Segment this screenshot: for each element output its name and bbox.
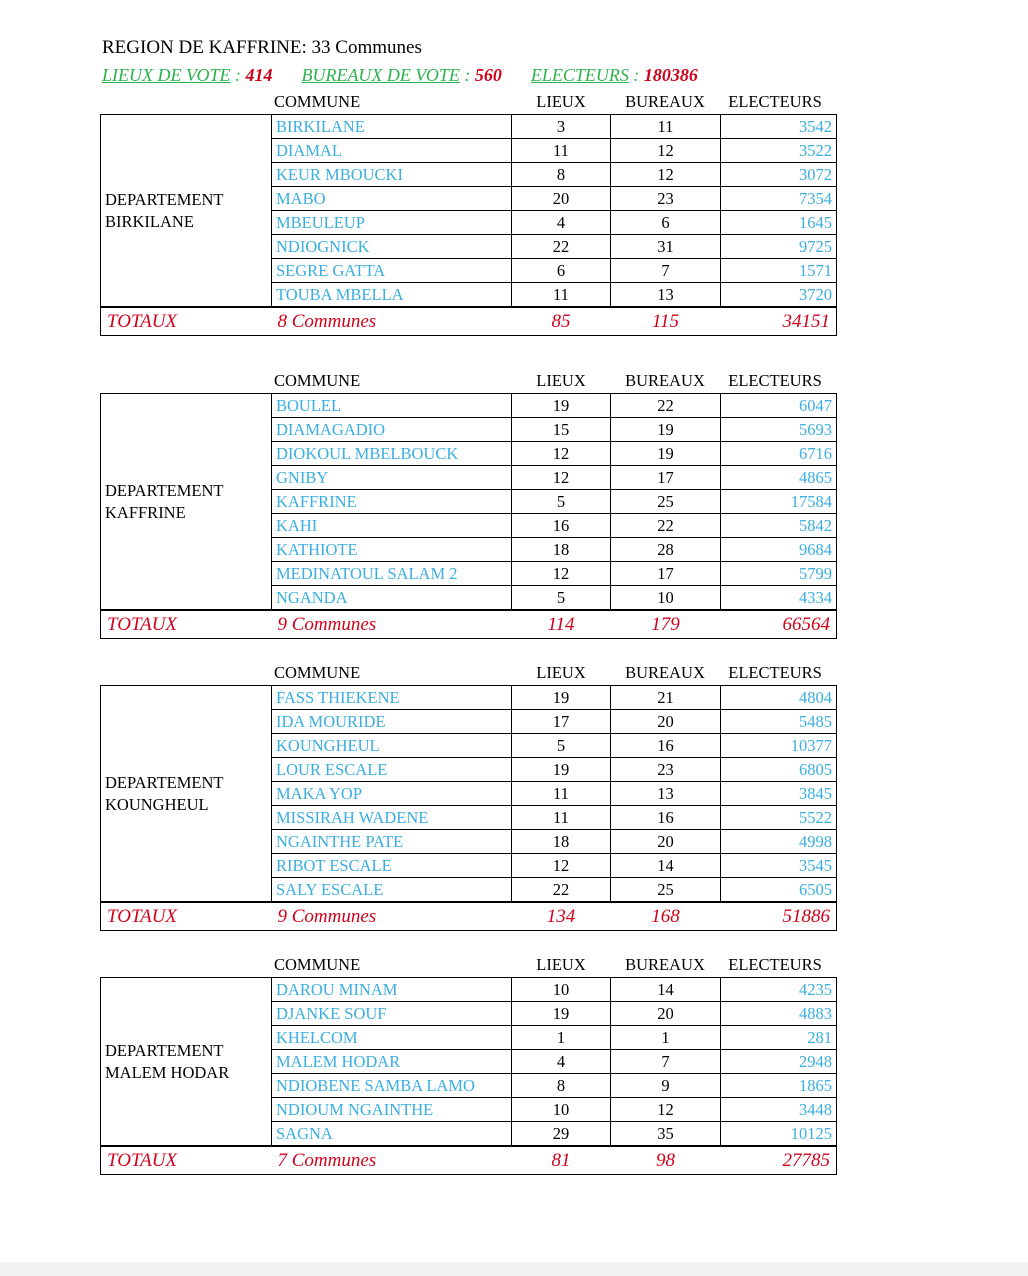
commune-name: SEGRE GATTA: [272, 259, 512, 283]
lieux-value: 5: [512, 586, 611, 611]
electeurs-value: 180386: [643, 65, 698, 85]
totals-communes: 9 Communes: [272, 610, 512, 639]
commune-name: RIBOT ESCALE: [272, 854, 512, 878]
column-header-commune: COMMUNE: [274, 371, 361, 390]
electeurs-value: 4883: [721, 1002, 837, 1026]
totals-label: TOTAUX: [101, 610, 272, 639]
electeurs-value: 3845: [721, 782, 837, 806]
commune-name: DIAMAGADIO: [272, 418, 512, 442]
commune-name: KOUNGHEUL: [272, 734, 512, 758]
electeurs-value: 281: [721, 1026, 837, 1050]
electeurs-value: 4235: [721, 978, 837, 1002]
bureaux-value: 16: [611, 806, 721, 830]
electeurs-value: 4865: [721, 466, 837, 490]
electeurs-value: 6047: [721, 394, 837, 418]
bureaux-value: 22: [611, 394, 721, 418]
electeurs-value: 10377: [721, 734, 837, 758]
column-header-row: [100, 369, 836, 393]
bureaux-value: 9: [611, 1074, 721, 1098]
lieux-value: 12: [512, 562, 611, 586]
lieux-value: 11: [512, 283, 611, 308]
lieux-value: 12: [512, 442, 611, 466]
bureaux-value: 1: [611, 1026, 721, 1050]
column-header-lieux: LIEUX: [536, 371, 586, 390]
totals-lieux: 81: [512, 1146, 611, 1175]
department-name: [101, 686, 272, 903]
commune-name: NGANDA: [272, 586, 512, 611]
totals-bureaux: 98: [611, 1146, 721, 1175]
lieux-value: 22: [512, 235, 611, 259]
lieux-de-vote-label: LIEUX DE VOTE: [102, 65, 231, 85]
commune-name: FASS THIEKENE: [272, 686, 512, 710]
electeurs-value: 1571: [721, 259, 837, 283]
column-header-row: [100, 90, 836, 114]
electeurs-value: 5842: [721, 514, 837, 538]
bureaux-value: 25: [611, 878, 721, 903]
table-row: [101, 394, 837, 418]
commune-name: LOUR ESCALE: [272, 758, 512, 782]
department-name: [101, 115, 272, 308]
lieux-value: 20: [512, 187, 611, 211]
lieux-de-vote-value: 414: [245, 65, 273, 85]
lieux-value: 19: [512, 394, 611, 418]
totals-lieux: 114: [512, 610, 611, 639]
commune-table: [100, 977, 837, 1175]
column-header-bureaux: BUREAUX: [625, 955, 705, 974]
bureaux-value: 19: [611, 442, 721, 466]
department-label: DEPARTEMENT: [105, 772, 224, 792]
totals-electeurs: 34151: [721, 307, 837, 336]
lieux-value: 12: [512, 854, 611, 878]
electeurs-value: 3545: [721, 854, 837, 878]
department-label: DEPARTEMENT: [105, 480, 224, 500]
electeurs-value: 17584: [721, 490, 837, 514]
bureaux-value: 20: [611, 710, 721, 734]
electeurs-value: 5485: [721, 710, 837, 734]
totals-bureaux: 115: [611, 307, 721, 336]
page-title: REGION DE KAFFRINE: 33 Communes: [102, 37, 422, 58]
department-block: [100, 90, 836, 336]
commune-name: NDIOUM NGAINTHE: [272, 1098, 512, 1122]
electeurs-separator: :: [628, 65, 644, 85]
commune-name: KEUR MBOUCKI: [272, 163, 512, 187]
table-row: [101, 978, 837, 1002]
commune-name: SAGNA: [272, 1122, 512, 1147]
electeurs-value: 10125: [721, 1122, 837, 1147]
totals-bureaux: 168: [611, 902, 721, 931]
department-label: DEPARTEMENT: [105, 1040, 224, 1060]
electeurs-value: 6805: [721, 758, 837, 782]
lieux-value: 6: [512, 259, 611, 283]
electeurs-value: 4804: [721, 686, 837, 710]
lieux-value: 17: [512, 710, 611, 734]
region-summary: [102, 65, 698, 86]
bureaux-value: 19: [611, 418, 721, 442]
totals-electeurs: 66564: [721, 610, 837, 639]
bureaux-value: 10: [611, 586, 721, 611]
lieux-value: 16: [512, 514, 611, 538]
electeurs-value: 5522: [721, 806, 837, 830]
lieux-value: 4: [512, 1050, 611, 1074]
department-block: [100, 953, 836, 1175]
bureaux-de-vote-value: 560: [474, 65, 502, 85]
bureaux-value: 17: [611, 466, 721, 490]
electeurs-value: 3522: [721, 139, 837, 163]
electeurs-value: 4998: [721, 830, 837, 854]
electeurs-value: 5693: [721, 418, 837, 442]
bureaux-separator: :: [459, 65, 475, 85]
electeurs-value: 3542: [721, 115, 837, 139]
totals-lieux: 134: [512, 902, 611, 931]
commune-name: DAROU MINAM: [272, 978, 512, 1002]
commune-table: [100, 393, 837, 639]
bureaux-value: 31: [611, 235, 721, 259]
bureaux-value: 12: [611, 1098, 721, 1122]
lieux-value: 18: [512, 830, 611, 854]
totals-communes: 9 Communes: [272, 902, 512, 931]
totals-electeurs: 27785: [721, 1146, 837, 1175]
lieux-value: 19: [512, 758, 611, 782]
totals-label: TOTAUX: [101, 1146, 272, 1175]
commune-name: NDIOBENE SAMBA LAMO: [272, 1074, 512, 1098]
bureaux-value: 25: [611, 490, 721, 514]
bureaux-value: 13: [611, 782, 721, 806]
bureaux-value: 11: [611, 115, 721, 139]
column-header-lieux: LIEUX: [536, 663, 586, 682]
commune-name: MALEM HODAR: [272, 1050, 512, 1074]
bureaux-value: 7: [611, 1050, 721, 1074]
commune-table: [100, 685, 837, 931]
electeurs-value: 6716: [721, 442, 837, 466]
commune-name: MBEULEUP: [272, 211, 512, 235]
electeurs-value: 2948: [721, 1050, 837, 1074]
column-header-row: [100, 661, 836, 685]
lieux-value: 11: [512, 806, 611, 830]
table-row: [101, 115, 837, 139]
totals-lieux: 85: [512, 307, 611, 336]
lieux-value: 5: [512, 734, 611, 758]
commune-name: DIOKOUL MBELBOUCK: [272, 442, 512, 466]
column-header-electeurs: ELECTEURS: [728, 371, 822, 390]
lieux-value: 8: [512, 163, 611, 187]
department-title: KAFFRINE: [105, 502, 186, 522]
lieux-value: 8: [512, 1074, 611, 1098]
lieux-value: 4: [512, 211, 611, 235]
lieux-value: 11: [512, 782, 611, 806]
lieux-value: 29: [512, 1122, 611, 1147]
column-header-electeurs: ELECTEURS: [728, 955, 822, 974]
commune-name: KHELCOM: [272, 1026, 512, 1050]
bureaux-value: 20: [611, 1002, 721, 1026]
bureaux-value: 12: [611, 139, 721, 163]
department-name: [101, 394, 272, 611]
bureaux-value: 14: [611, 854, 721, 878]
totals-electeurs: 51886: [721, 902, 837, 931]
department-block: [100, 661, 836, 931]
totals-communes: 7 Communes: [272, 1146, 512, 1175]
totals-label: TOTAUX: [101, 307, 272, 336]
lieux-value: 10: [512, 978, 611, 1002]
commune-name: BIRKILANE: [272, 115, 512, 139]
department-name: [101, 978, 272, 1147]
column-header-commune: COMMUNE: [274, 955, 361, 974]
commune-name: MABO: [272, 187, 512, 211]
electeurs-value: 4334: [721, 586, 837, 611]
column-header-bureaux: BUREAUX: [625, 663, 705, 682]
lieux-value: 1: [512, 1026, 611, 1050]
department-title: MALEM HODAR: [105, 1062, 230, 1082]
column-header-lieux: LIEUX: [536, 92, 586, 111]
bureaux-value: 6: [611, 211, 721, 235]
bureaux-value: 17: [611, 562, 721, 586]
commune-name: MAKA YOP: [272, 782, 512, 806]
column-header-lieux: LIEUX: [536, 955, 586, 974]
table-row: [101, 686, 837, 710]
electeurs-value: 3072: [721, 163, 837, 187]
department-title: KOUNGHEUL: [105, 794, 209, 814]
totals-bureaux: 179: [611, 610, 721, 639]
commune-name: GNIBY: [272, 466, 512, 490]
lieux-value: 22: [512, 878, 611, 903]
bureaux-value: 28: [611, 538, 721, 562]
bureaux-value: 23: [611, 187, 721, 211]
lieux-value: 5: [512, 490, 611, 514]
lieux-separator: :: [230, 65, 246, 85]
commune-name: SALY ESCALE: [272, 878, 512, 903]
column-header-electeurs: ELECTEURS: [728, 92, 822, 111]
commune-table: [100, 114, 837, 336]
bureaux-de-vote-label: BUREAUX DE VOTE: [301, 65, 460, 85]
commune-name: DIAMAL: [272, 139, 512, 163]
bureaux-value: 20: [611, 830, 721, 854]
commune-name: DJANKE SOUF: [272, 1002, 512, 1026]
electeurs-value: 9725: [721, 235, 837, 259]
bureaux-value: 14: [611, 978, 721, 1002]
commune-name: KAFFRINE: [272, 490, 512, 514]
bureaux-value: 12: [611, 163, 721, 187]
totals-label: TOTAUX: [101, 902, 272, 931]
lieux-value: 11: [512, 139, 611, 163]
bureaux-value: 23: [611, 758, 721, 782]
column-header-commune: COMMUNE: [274, 92, 361, 111]
bureaux-value: 13: [611, 283, 721, 308]
electeurs-value: 3448: [721, 1098, 837, 1122]
bureaux-value: 22: [611, 514, 721, 538]
bureaux-value: 21: [611, 686, 721, 710]
commune-name: IDA MOURIDE: [272, 710, 512, 734]
bureaux-value: 7: [611, 259, 721, 283]
column-header-bureaux: BUREAUX: [625, 371, 705, 390]
column-header-row: [100, 953, 836, 977]
electeurs-value: 9684: [721, 538, 837, 562]
commune-name: MISSIRAH WADENE: [272, 806, 512, 830]
commune-name: KAHI: [272, 514, 512, 538]
totals-row: [101, 307, 837, 336]
electeurs-value: 1865: [721, 1074, 837, 1098]
electeurs-value: 6505: [721, 878, 837, 903]
department-title: BIRKILANE: [105, 211, 194, 231]
lieux-value: 18: [512, 538, 611, 562]
totals-row: [101, 1146, 837, 1175]
page-bottom-edge: [0, 1262, 1028, 1276]
totals-communes: 8 Communes: [272, 307, 512, 336]
electeurs-value: 7354: [721, 187, 837, 211]
department-label: DEPARTEMENT: [105, 189, 224, 209]
commune-name: MEDINATOUL SALAM 2: [272, 562, 512, 586]
commune-name: TOUBA MBELLA: [272, 283, 512, 308]
totals-row: [101, 610, 837, 639]
electeurs-value: 3720: [721, 283, 837, 308]
lieux-value: 19: [512, 686, 611, 710]
commune-name: KATHIOTE: [272, 538, 512, 562]
lieux-value: 15: [512, 418, 611, 442]
bureaux-value: 35: [611, 1122, 721, 1147]
lieux-value: 12: [512, 466, 611, 490]
lieux-value: 19: [512, 1002, 611, 1026]
column-header-commune: COMMUNE: [274, 663, 361, 682]
electeurs-value: 5799: [721, 562, 837, 586]
lieux-value: 3: [512, 115, 611, 139]
electeurs-value: 1645: [721, 211, 837, 235]
commune-name: NGAINTHE PATE: [272, 830, 512, 854]
commune-name: BOULEL: [272, 394, 512, 418]
commune-name: NDIOGNICK: [272, 235, 512, 259]
lieux-value: 10: [512, 1098, 611, 1122]
column-header-electeurs: ELECTEURS: [728, 663, 822, 682]
totals-row: [101, 902, 837, 931]
bureaux-value: 16: [611, 734, 721, 758]
column-header-bureaux: BUREAUX: [625, 92, 705, 111]
electeurs-label: ELECTEURS: [530, 65, 629, 85]
department-block: [100, 369, 836, 639]
